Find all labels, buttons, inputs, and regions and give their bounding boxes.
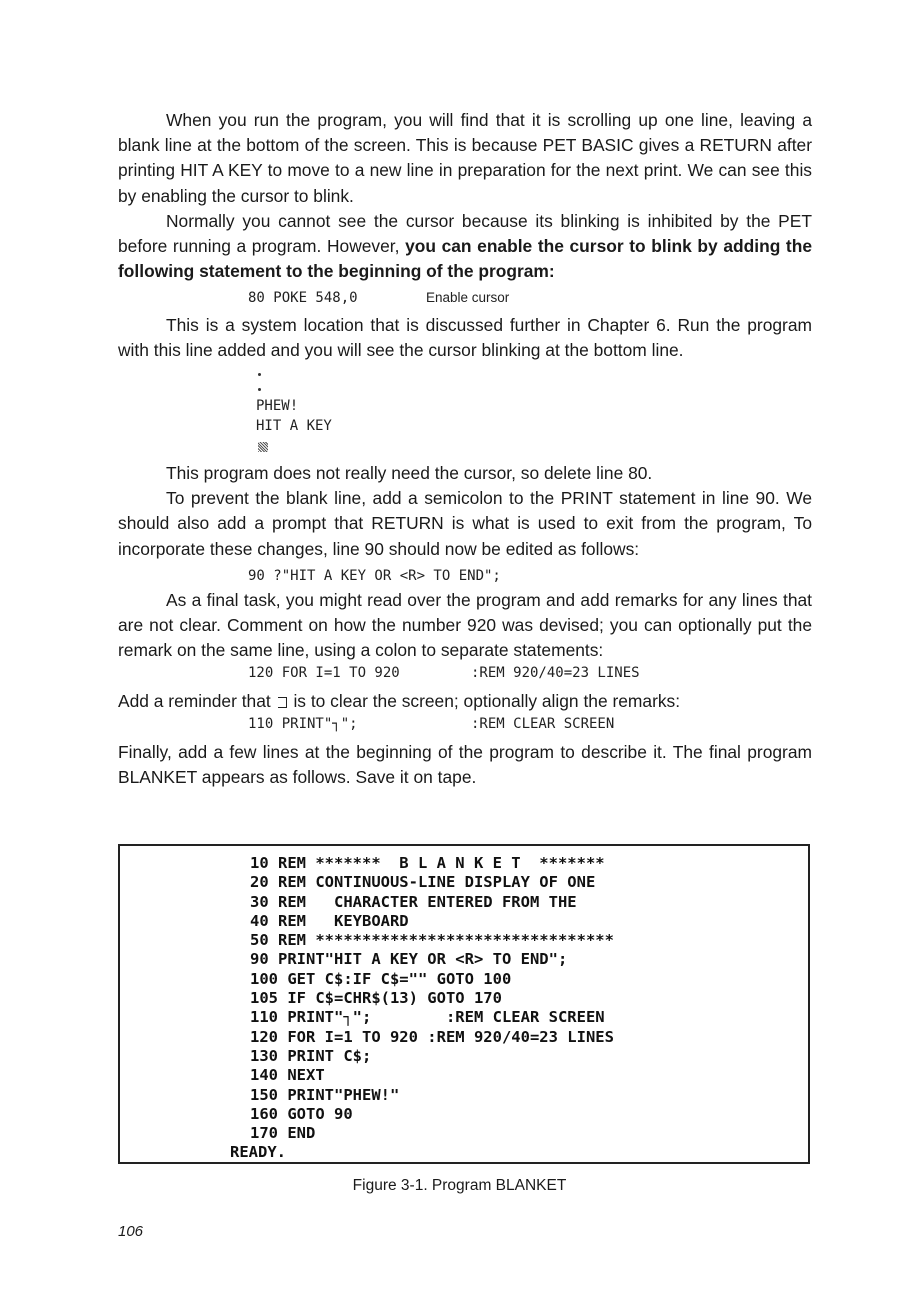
- paragraph-1: When you run the program, you will find that it is scrolling up one line, leaving a blank line at the bottom of the screen. This is because PET BASIC gives a RETURN after printing HIT A KEY to move to a new line in preparation for the next print. We can see this by enabling the cursor to blink.: [118, 110, 812, 206]
- listing-line: 110 PRINT"┐"; :REM CLEAR SCREEN: [250, 1008, 605, 1027]
- listing-line: 130 PRINT C$;: [250, 1046, 372, 1065]
- poke-code-line: 80 POKE 548,0: [248, 290, 358, 306]
- listing-line: 90 PRINT"HIT A KEY OR <R> TO END";: [250, 950, 568, 969]
- blinking-cursor-icon: [258, 442, 268, 452]
- ellipsis-dot: [258, 388, 261, 391]
- listing-line: 120 FOR I=1 TO 920 :REM 920/40=23 LINES: [250, 1027, 614, 1046]
- screen-output-phew: PHEW!: [256, 398, 299, 414]
- listing-line: 50 REM ********************************: [250, 931, 614, 950]
- paragraph-2: [118, 209, 812, 285]
- listing-line: 150 PRINT"PHEW!": [250, 1085, 400, 1104]
- body-text-reminder: [118, 689, 812, 714]
- clear-screen-icon: [278, 697, 287, 708]
- paragraph-7: [118, 689, 812, 714]
- body-text-final-task: [118, 588, 812, 664]
- figure-caption: Figure 3-1. Program BLANKET: [352, 1177, 567, 1194]
- paragraph-7-after: is to clear the screen; optionally align the remarks:: [293, 691, 681, 711]
- body-text-top: [118, 108, 812, 284]
- line-90-edit: 90 ?"HIT A KEY OR <R> TO END";: [248, 568, 501, 584]
- listing-line: 100 GET C$:IF C$="" GOTO 100: [250, 969, 512, 988]
- listing-line: 160 GOTO 90: [250, 1104, 353, 1123]
- listing-line: 105 IF C$=CHR$(13) GOTO 170: [250, 989, 502, 1008]
- body-text-middle: [118, 461, 812, 562]
- listing-line: 20 REM CONTINUOUS-LINE DISPLAY OF ONE: [250, 873, 596, 892]
- program-listing: [230, 854, 614, 1163]
- ellipsis-dot: [258, 373, 261, 376]
- line-120-remark: :REM 920/40=23 LINES: [471, 665, 640, 681]
- paragraph-4: This program does not really need the cursor, so delete line 80.: [166, 463, 653, 483]
- paragraph-2-bold: you can enable the cursor to blink by adding the following statement to the beginning of the program:: [118, 236, 812, 282]
- body-text-system-location: [118, 313, 812, 363]
- paragraph-3: This is a system location that is discussed further in Chapter 6. Run the program with this line added and you will see the cursor blinking at the bottom line.: [118, 315, 812, 361]
- line-120-code: 120 FOR I=1 TO 920: [248, 665, 400, 681]
- listing-line: 40 REM KEYBOARD: [250, 911, 409, 930]
- body-text-finally: [118, 740, 812, 790]
- poke-annotation: Enable cursor: [426, 290, 510, 305]
- program-listing-box: [118, 844, 810, 1164]
- line-110-remark: :REM CLEAR SCREEN: [471, 716, 615, 732]
- screen-output-hit-a-key: HIT A KEY: [256, 418, 332, 434]
- listing-line: 140 NEXT: [250, 1066, 325, 1085]
- listing-line: READY.: [230, 1143, 286, 1162]
- paragraph-6: As a final task, you might read over the program and add remarks for any lines that are not clear. Comment on how the number 920 was devised; you can optionally put the remark on the same line, using a colon to separate statements:: [118, 590, 812, 661]
- line-110-code: 110 PRINT"┐";: [248, 716, 358, 732]
- paragraph-5: To prevent the blank line, add a semicolon to the PRINT statement in line 90. We should also add a prompt that RETURN is what is used to exit from the program, To incorporate these changes, line 90 should now be edited as follows:: [118, 488, 812, 559]
- paragraph-8: Finally, add a few lines at the beginning of the program to describe it. The final program BLANKET appears as follows. Save it on tape.: [118, 742, 812, 788]
- paragraph-2-plain: Normally you cannot see the cursor because its blinking is inhibited by the PET before running a program. However,: [118, 210, 812, 257]
- listing-line: 10 REM ******* B L A N K E T *******: [250, 854, 605, 872]
- paragraph-7-before: Add a reminder that: [118, 691, 271, 711]
- listing-line: 170 END: [250, 1124, 316, 1143]
- page-number: 106: [118, 1223, 144, 1240]
- listing-line: 30 REM CHARACTER ENTERED FROM THE: [250, 892, 577, 911]
